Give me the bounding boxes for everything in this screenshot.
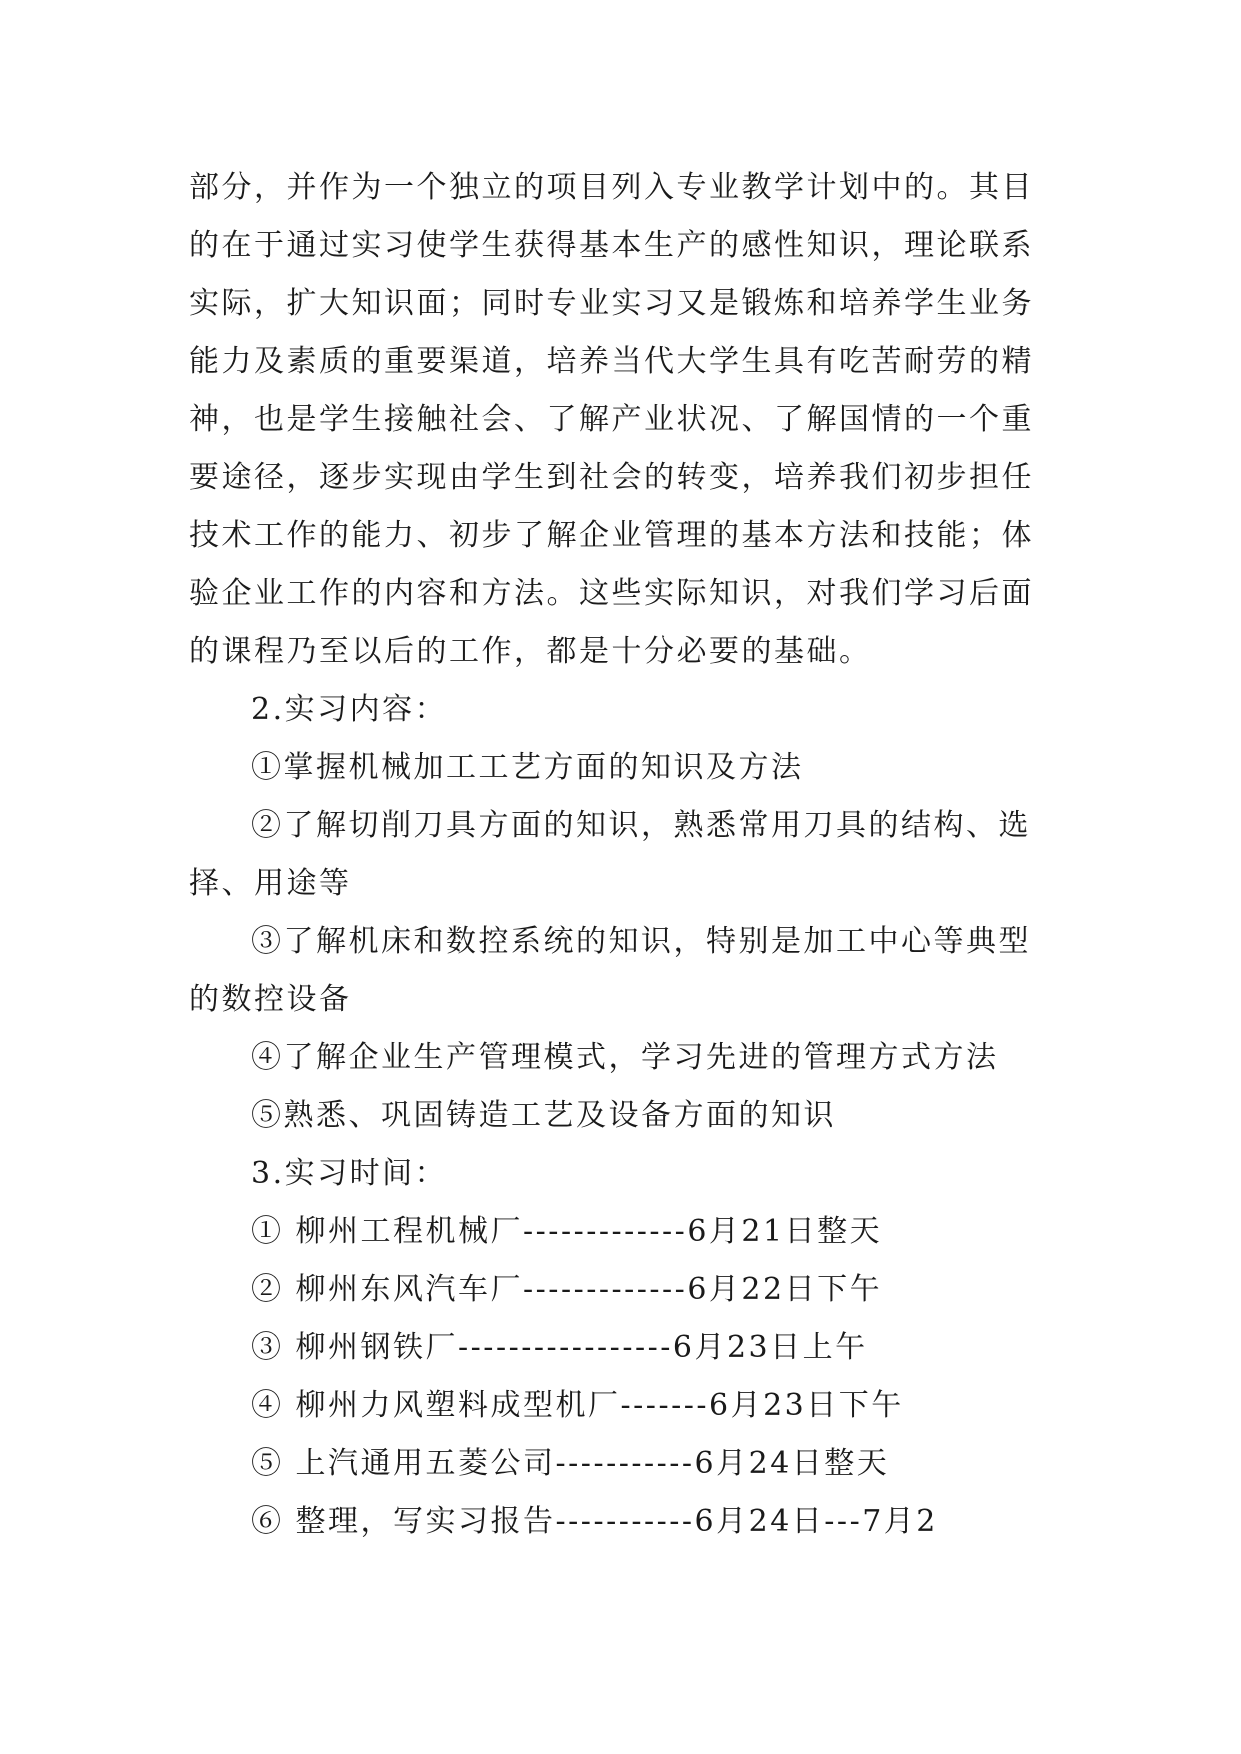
time-section [189,1145,1059,1551]
paragraph-line: 技术工作的能力、初步了解企业管理的基本方法和技能；体 [189,518,1034,553]
content-section [189,681,1059,1145]
content-item: ③了解机床和数控系统的知识，特别是加工中心等典型 [251,924,1031,959]
section-heading-time: 3.实习时间： [251,1156,448,1191]
content-item: ⑤熟悉、巩固铸造工艺及设备方面的知识 [251,1098,836,1133]
section-heading-content: 2.实习内容： [251,692,448,727]
content-item-continuation: 的数控设备 [189,982,352,1017]
content-item: ②了解切削刀具方面的知识，熟悉常用刀具的结构、选 [251,808,1031,843]
schedule-item: ① 柳州工程机械厂-------------6月21日整天 [251,1214,883,1249]
schedule-item: ⑤ 上汽通用五菱公司-----------6月24日整天 [251,1446,890,1481]
paragraph-line: 实际，扩大知识面；同时专业实习又是锻炼和培养学生业务 [189,286,1034,321]
intro-paragraph [189,159,1059,681]
paragraph-line: 的在于通过实习使学生获得基本生产的感性知识，理论联系 [189,228,1034,263]
paragraph-line: 神，也是学生接触社会、了解产业状况、了解国情的一个重 [189,402,1034,437]
paragraph-line: 部分，并作为一个独立的项目列入专业教学计划中的。其目 [189,170,1034,205]
document-page [189,159,1059,1551]
paragraph-line: 验企业工作的内容和方法。这些实际知识，对我们学习后面 [189,576,1034,611]
schedule-item: ③ 柳州钢铁厂-----------------6月23日上午 [251,1330,868,1365]
content-item: ④了解企业生产管理模式，学习先进的管理方式方法 [251,1040,999,1075]
content-item-continuation: 择、用途等 [189,866,352,901]
paragraph-line: 能力及素质的重要渠道，培养当代大学生具有吃苦耐劳的精 [189,344,1034,379]
schedule-item: ② 柳州东风汽车厂-------------6月22日下午 [251,1272,883,1307]
schedule-item: ⑥ 整理，写实习报告-----------6月24日---7月2 [251,1504,938,1539]
paragraph-line: 的课程乃至以后的工作，都是十分必要的基础。 [189,634,872,669]
content-item: ①掌握机械加工工艺方面的知识及方法 [251,750,804,785]
schedule-item: ④ 柳州力风塑料成型机厂-------6月23日下午 [251,1388,904,1423]
paragraph-line: 要途径，逐步实现由学生到社会的转变，培养我们初步担任 [189,460,1034,495]
